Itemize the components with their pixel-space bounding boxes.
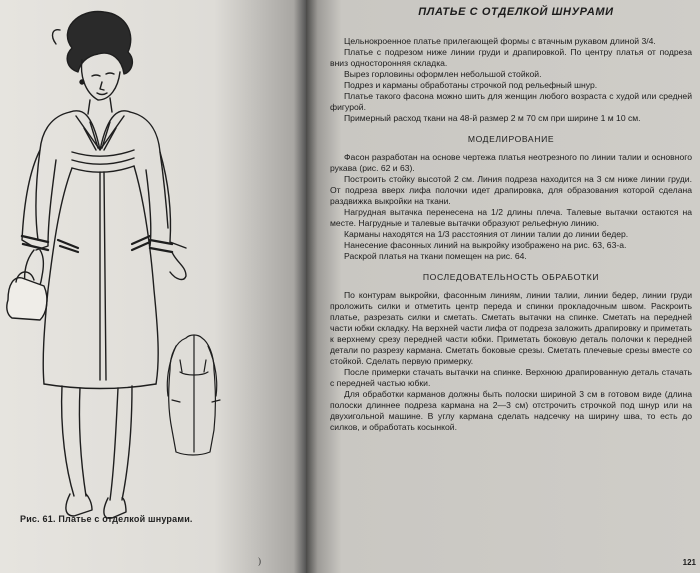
page-number: 121 xyxy=(682,558,696,567)
right-page xyxy=(306,0,700,573)
sequence-paragraph: После примерки стачать вытачки на спинке. Верхнюю драпированную деталь стачать с передней частью юбки. xyxy=(330,367,692,388)
text-block xyxy=(330,6,692,433)
modeling-paragraph: Нагрудная вытачка перенесена на 1/2 длины плеча. Талевые вытачки остаются на месте. Нагрудные и талевые вытачки образуют рельефную линию. xyxy=(330,207,692,228)
intro-paragraph: Вырез горловины оформлен небольшой стойкой. xyxy=(344,69,542,79)
section-heading-sequence: ПОСЛЕДОВАТЕЛЬНОСТЬ ОБРАБОТКИ xyxy=(422,272,600,282)
intro-section xyxy=(330,36,692,124)
corner-mark: ) xyxy=(258,556,261,566)
intro-paragraph: Примерный расход ткани на 48-й размер 2 м 70 см при ширине 1 м 10 см. xyxy=(344,113,641,123)
modeling-paragraph: Нанесение фасонных линий на выкройку изображено на рис. 63, 63-а. xyxy=(344,240,627,250)
modeling-paragraph: Раскрой платья на ткани помещен на рис. 64. xyxy=(344,251,527,261)
modeling-paragraph: Построить стойку высотой 2 см. Линия подреза находится на 3 см ниже линии груди. От подреза вверх лифа полочки идет драпировка, для образования которой сделана раздвижка выкройки на ткани. xyxy=(330,174,692,206)
intro-paragraph: Подрез и карманы обработаны строчкой под рельефный шнур. xyxy=(344,80,598,90)
modeling-paragraph: Карманы находятся на 1/3 расстояния от линии талии до линии бедер. xyxy=(344,229,629,239)
page-title: ПЛАТЬЕ С ОТДЕЛКОЙ ШНУРАМИ xyxy=(418,6,614,18)
left-page xyxy=(0,0,306,573)
sequence-paragraph: По контурам выкройки, фасонным линиям, линии талии, линии бедер, линии груди проложить силки и отметить центр переда и спинки прокладочным швом. Раскроить платье, разрезать силки и сметать. Сметать вытачки на спинке. Сметать на передней части юбки складку. На верхней части лифа от подреза заложить драпировку и приметать к верхнему срезу передней части юбки. Приметать боковую деталь полочки к передней детали по разрезу кармана. Сметать боковые срезы. Сметать плечевые срезы вместе со стойкой. Сделать первую примерку. xyxy=(330,290,692,366)
figure-caption: Рис. 61. Платье с отделкой шнурами. xyxy=(20,514,193,524)
sequence-paragraph: Для обработки карманов должны быть полоски шириной 3 см в готовом виде (длина полоски длиннее подреза кармана на 2—3 см) отстрочить строчкой под шнур или на двухигольной машине. В углу кармана сделать надсечку на ширину шва, то есть до силков, и обработать косынкой. xyxy=(330,389,692,432)
modeling-paragraph: Фасон разработан на основе чертежа платья неотрезного по линии талии и основного рукава (рис. 62 и 63). xyxy=(330,152,692,173)
sequence-section xyxy=(330,290,692,433)
modeling-section xyxy=(330,152,692,262)
intro-paragraph: Платье с подрезом ниже линии груди и драпировкой. По центру платья от подреза вниз односторонняя складка. xyxy=(330,47,692,68)
section-heading-modeling: МОДЕЛИРОВАНИЕ xyxy=(467,134,555,144)
intro-paragraph: Платье такого фасона можно шить для женщин любого возраста с худой или средней фигурой. xyxy=(330,91,692,112)
dress-illustration xyxy=(0,0,306,573)
intro-paragraph: Цельнокроенное платье прилегающей формы с втачным рукавом длиной 3/4. xyxy=(344,36,656,46)
